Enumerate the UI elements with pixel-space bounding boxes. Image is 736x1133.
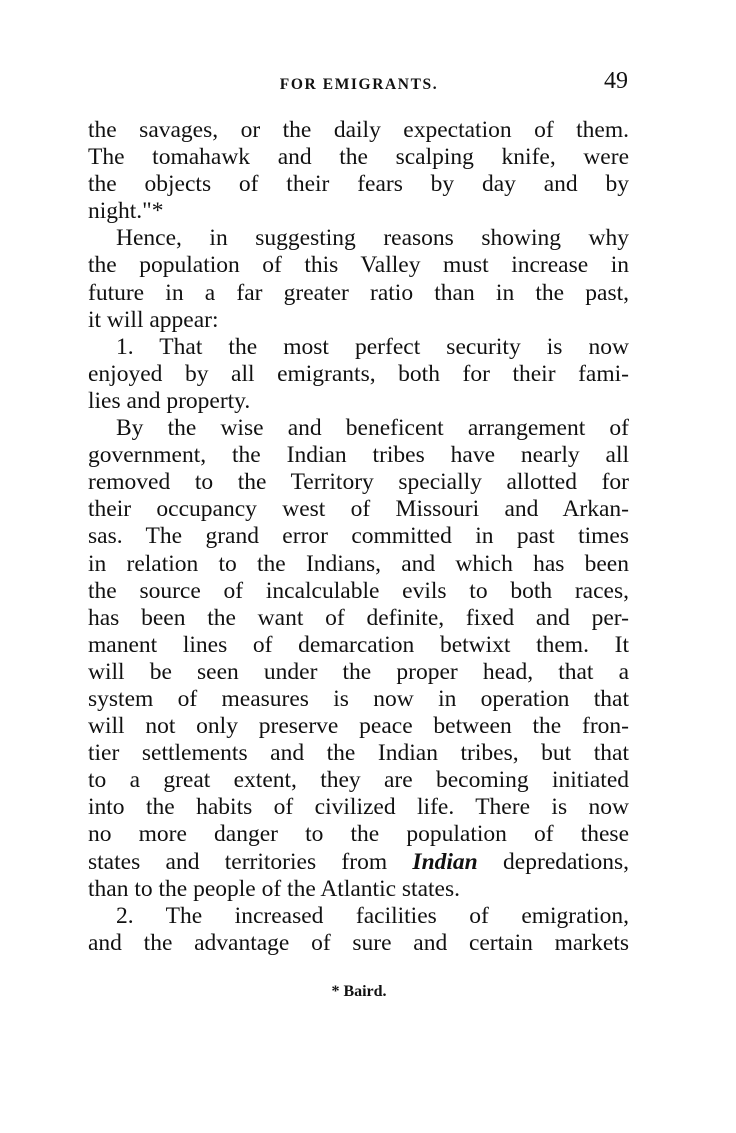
text-line: By the wise and beneficent arrangement of — [116, 415, 629, 442]
text-line: enjoyed by all emigrants, both for their fami- — [88, 360, 629, 387]
text-line: will not only preserve peace between the fron- — [88, 713, 629, 740]
text-line: will be seen under the proper head, that a — [88, 658, 629, 685]
text-line: tier settlements and the Indian tribes, but that — [88, 740, 629, 767]
text-line: their occupancy west of Missouri and Arkan- — [88, 496, 629, 523]
text-line: The tomahawk and the scalping knife, were — [88, 144, 629, 171]
line-text-before: states and territories from — [88, 848, 413, 875]
text-line: it will appear: — [88, 306, 219, 333]
body-text — [88, 117, 629, 957]
running-header — [88, 66, 630, 100]
page-number: 49 — [604, 68, 628, 94]
text-line: removed to the Territory specially allotted for — [88, 469, 629, 496]
text-line: no more danger to the population of these — [88, 821, 629, 848]
text-line: has been the want of definite, fixed and per- — [88, 604, 629, 631]
text-line: into the habits of civilized life. There is now — [88, 794, 629, 821]
text-line: in relation to the Indians, and which has been — [88, 550, 629, 577]
text-line: the population of this Valley must increase in — [88, 252, 629, 279]
text-line: and the advantage of sure and certain markets — [88, 929, 629, 956]
text-line: government, the Indian tribes have nearly all — [88, 442, 629, 469]
text-line: 1. That the most perfect security is now — [116, 333, 629, 360]
text-line: night."* — [88, 198, 164, 225]
running-title: FOR EMIGRANTS. — [279, 76, 439, 93]
text-line: future in a far greater ratio than in the past, — [88, 279, 629, 306]
text-line: than to the people of the Atlantic states. — [88, 875, 460, 902]
text-line: the savages, or the daily expectation of them. — [88, 117, 629, 143]
text-line: Hence, in suggesting reasons showing why — [116, 225, 629, 252]
emphasis-indian: Indian — [412, 848, 478, 875]
text-line: the objects of their fears by day and by — [88, 171, 629, 198]
text-line: manent lines of demarcation betwixt them. It — [88, 631, 629, 658]
text-line: sas. The grand error committed in past times — [88, 523, 629, 550]
line-text-after: depredations, — [477, 848, 630, 875]
text-line: to a great extent, they are becoming initiated — [88, 767, 629, 794]
text-line: system of measures is now in operation that — [88, 685, 629, 712]
text-line-with-emphasis — [88, 849, 629, 876]
text-line: lies and property. — [88, 387, 251, 414]
text-line: the source of incalculable evils to both races, — [88, 577, 629, 604]
text-line: 2. The increased facilities of emigration, — [116, 902, 629, 929]
footnote: * Baird. — [331, 983, 387, 1000]
